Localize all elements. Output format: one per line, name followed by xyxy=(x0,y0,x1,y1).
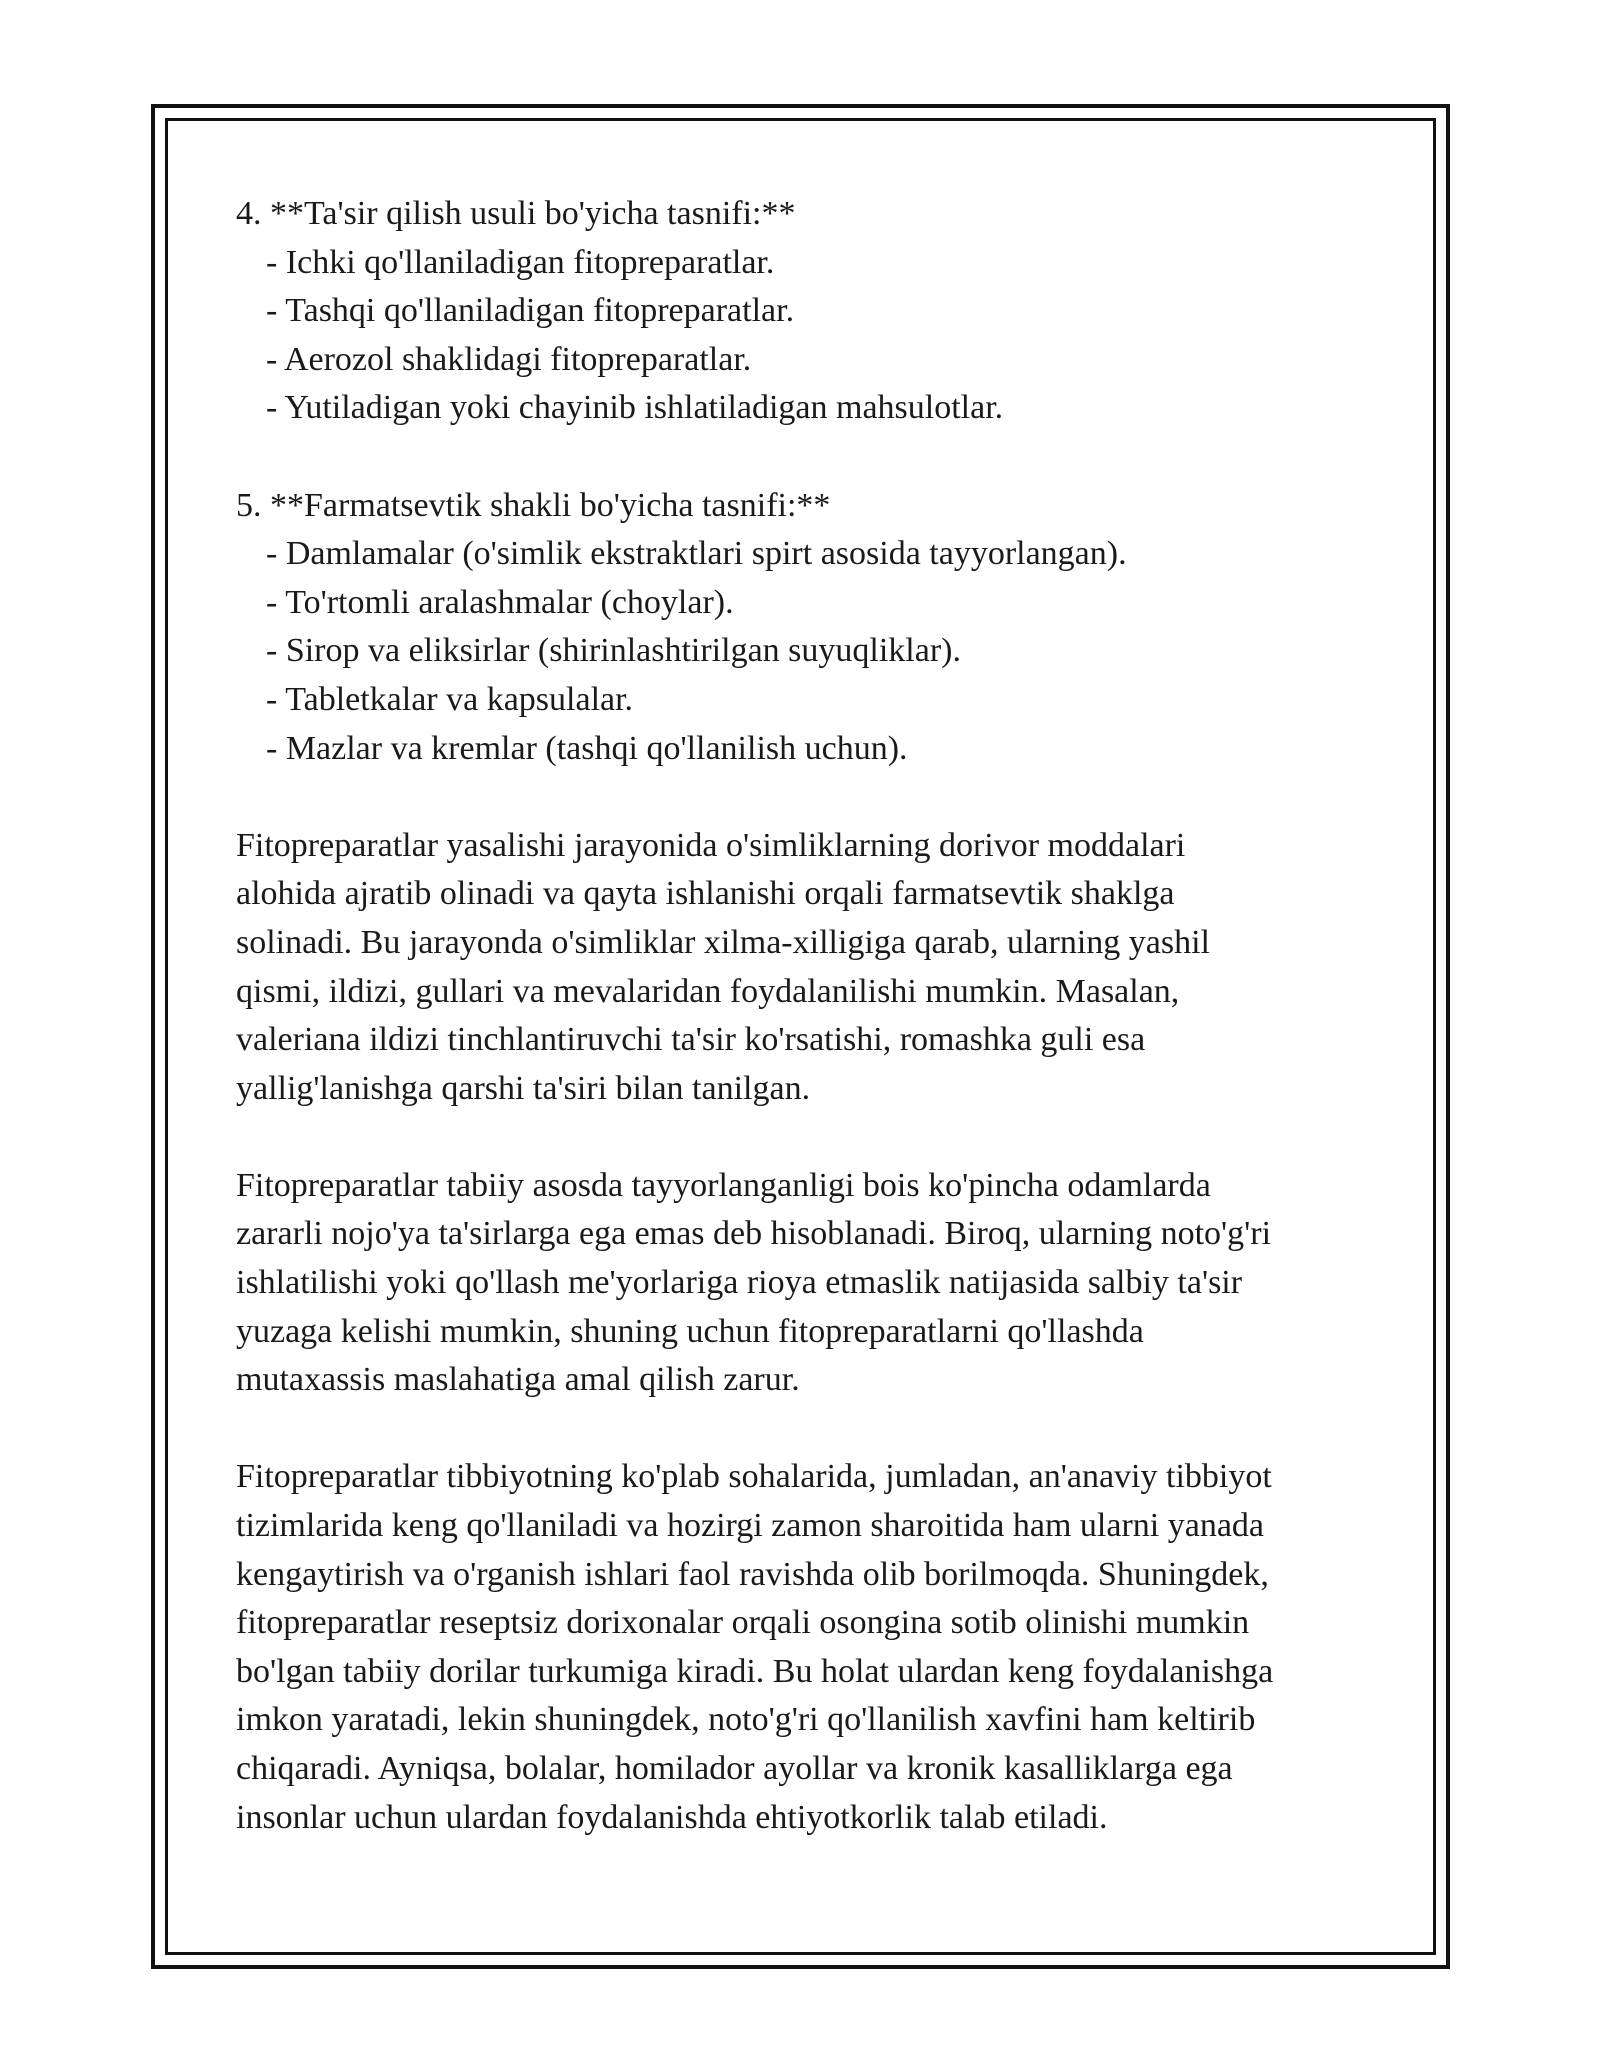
section-5 xyxy=(236,482,1376,774)
paragraph-2 xyxy=(236,1162,1376,1405)
section-4-item: - Ichki qo'llaniladigan fitopreparatlar. xyxy=(266,243,775,281)
section-4-item: - Yutiladigan yoki chayinib ishlatiladigan mahsulotlar. xyxy=(266,389,1004,427)
section-5-heading: 5. **Farmatsevtik shakli bo'yicha tasnifi:** xyxy=(236,486,831,524)
paragraph-line: insonlar uchun ulardan foydalanishda ehtiyotkorlik talab etiladi. xyxy=(236,1798,1108,1836)
section-5-item: - To'rtomli aralashmalar (choylar). xyxy=(266,583,734,621)
paragraph-line: yuzaga kelishi mumkin, shuning uchun fitopreparatlarni qo'llashda xyxy=(236,1312,1144,1350)
paragraph-line: kengaytirish va o'rganish ishlari faol ravishda olib borilmoqda. Shuningdek, xyxy=(236,1555,1269,1593)
spacer xyxy=(236,773,1376,822)
section-5-item: - Tabletkalar va kapsulalar. xyxy=(266,680,634,718)
paragraph-line: fitopreparatlar reseptsiz dorixonalar orqali osongina sotib olinishi mumkin xyxy=(236,1604,1250,1642)
paragraph-line: tizimlarida keng qo'llaniladi va hozirgi zamon sharoitida ham ularni yanada xyxy=(236,1507,1265,1545)
paragraph-line: mutaxassis maslahatiga amal qilish zarur. xyxy=(236,1361,800,1399)
spacer xyxy=(236,1113,1376,1162)
paragraph-line: chiqaradi. Ayniqsa, bolalar, homilador ayollar va kronik kasalliklarga ega xyxy=(236,1750,1233,1787)
paragraph-line: bo'lgan tabiiy dorilar turkumiga kiradi. Bu holat ulardan keng foydalanishga xyxy=(236,1652,1274,1690)
spacer xyxy=(236,433,1376,482)
paragraph-line: yallig'lanishga qarshi ta'siri bilan tanilgan. xyxy=(236,1069,811,1107)
spacer xyxy=(236,1405,1376,1454)
section-4-heading: 4. **Ta'sir qilish usuli bo'yicha tasnifi:** xyxy=(236,195,796,232)
paragraph-line: alohida ajratib olinadi va qayta ishlanishi orqali farmatsevtik shaklga xyxy=(236,875,1175,913)
paragraph-3 xyxy=(236,1453,1376,1842)
paragraph-line: valeriana ildizi tinchlantiruvchi ta'sir ko'rsatishi, romashka guli esa xyxy=(236,1021,1146,1059)
section-5-item: - Mazlar va kremlar (tashqi qo'llanilish uchun). xyxy=(266,729,908,767)
paragraph-line: zararli nojo'ya ta'sirlarga ega emas deb hisoblanadi. Biroq, ularning noto'g'ri xyxy=(236,1215,1272,1253)
paragraph-line: Fitopreparatlar tabiiy asosda tayyorlanganligi bois ko'pincha odamlarda xyxy=(236,1166,1211,1204)
section-5-item: - Sirop va eliksirlar (shirinlashtirilgan suyuqliklar). xyxy=(266,632,961,670)
section-5-item: - Damlamalar (o'simlik ekstraktlari spirt asosida tayyorlangan). xyxy=(266,535,1127,573)
paragraph-line: imkon yaratadi, lekin shuningdek, noto'g'ri qo'llanilish xavfini ham keltirib xyxy=(236,1701,1256,1739)
paragraph-line: solinadi. Bu jarayonda o'simliklar xilma-xilligiga qarab, ularning yashil xyxy=(236,923,1210,961)
section-4-item: - Aerozol shaklidagi fitopreparatlar. xyxy=(266,340,752,378)
paragraph-line: Fitopreparatlar tibbiyotning ko'plab sohalarida, jumladan, an'anaviy tibbiyot xyxy=(236,1458,1272,1496)
document-body xyxy=(236,190,1376,1842)
section-4 xyxy=(236,190,1376,433)
paragraph-1 xyxy=(236,822,1376,1114)
section-4-item: - Tashqi qo'llaniladigan fitopreparatlar. xyxy=(266,292,795,330)
paragraph-line: Fitopreparatlar yasalishi jarayonida o'simliklarning dorivor moddalari xyxy=(236,826,1186,864)
paragraph-line: ishlatilishi yoki qo'llash me'yorlariga rioya etmaslik natijasida salbiy ta'sir xyxy=(236,1264,1243,1302)
paragraph-line: qismi, ildizi, gullari va mevalaridan foydalanilishi mumkin. Masalan, xyxy=(236,972,1180,1010)
